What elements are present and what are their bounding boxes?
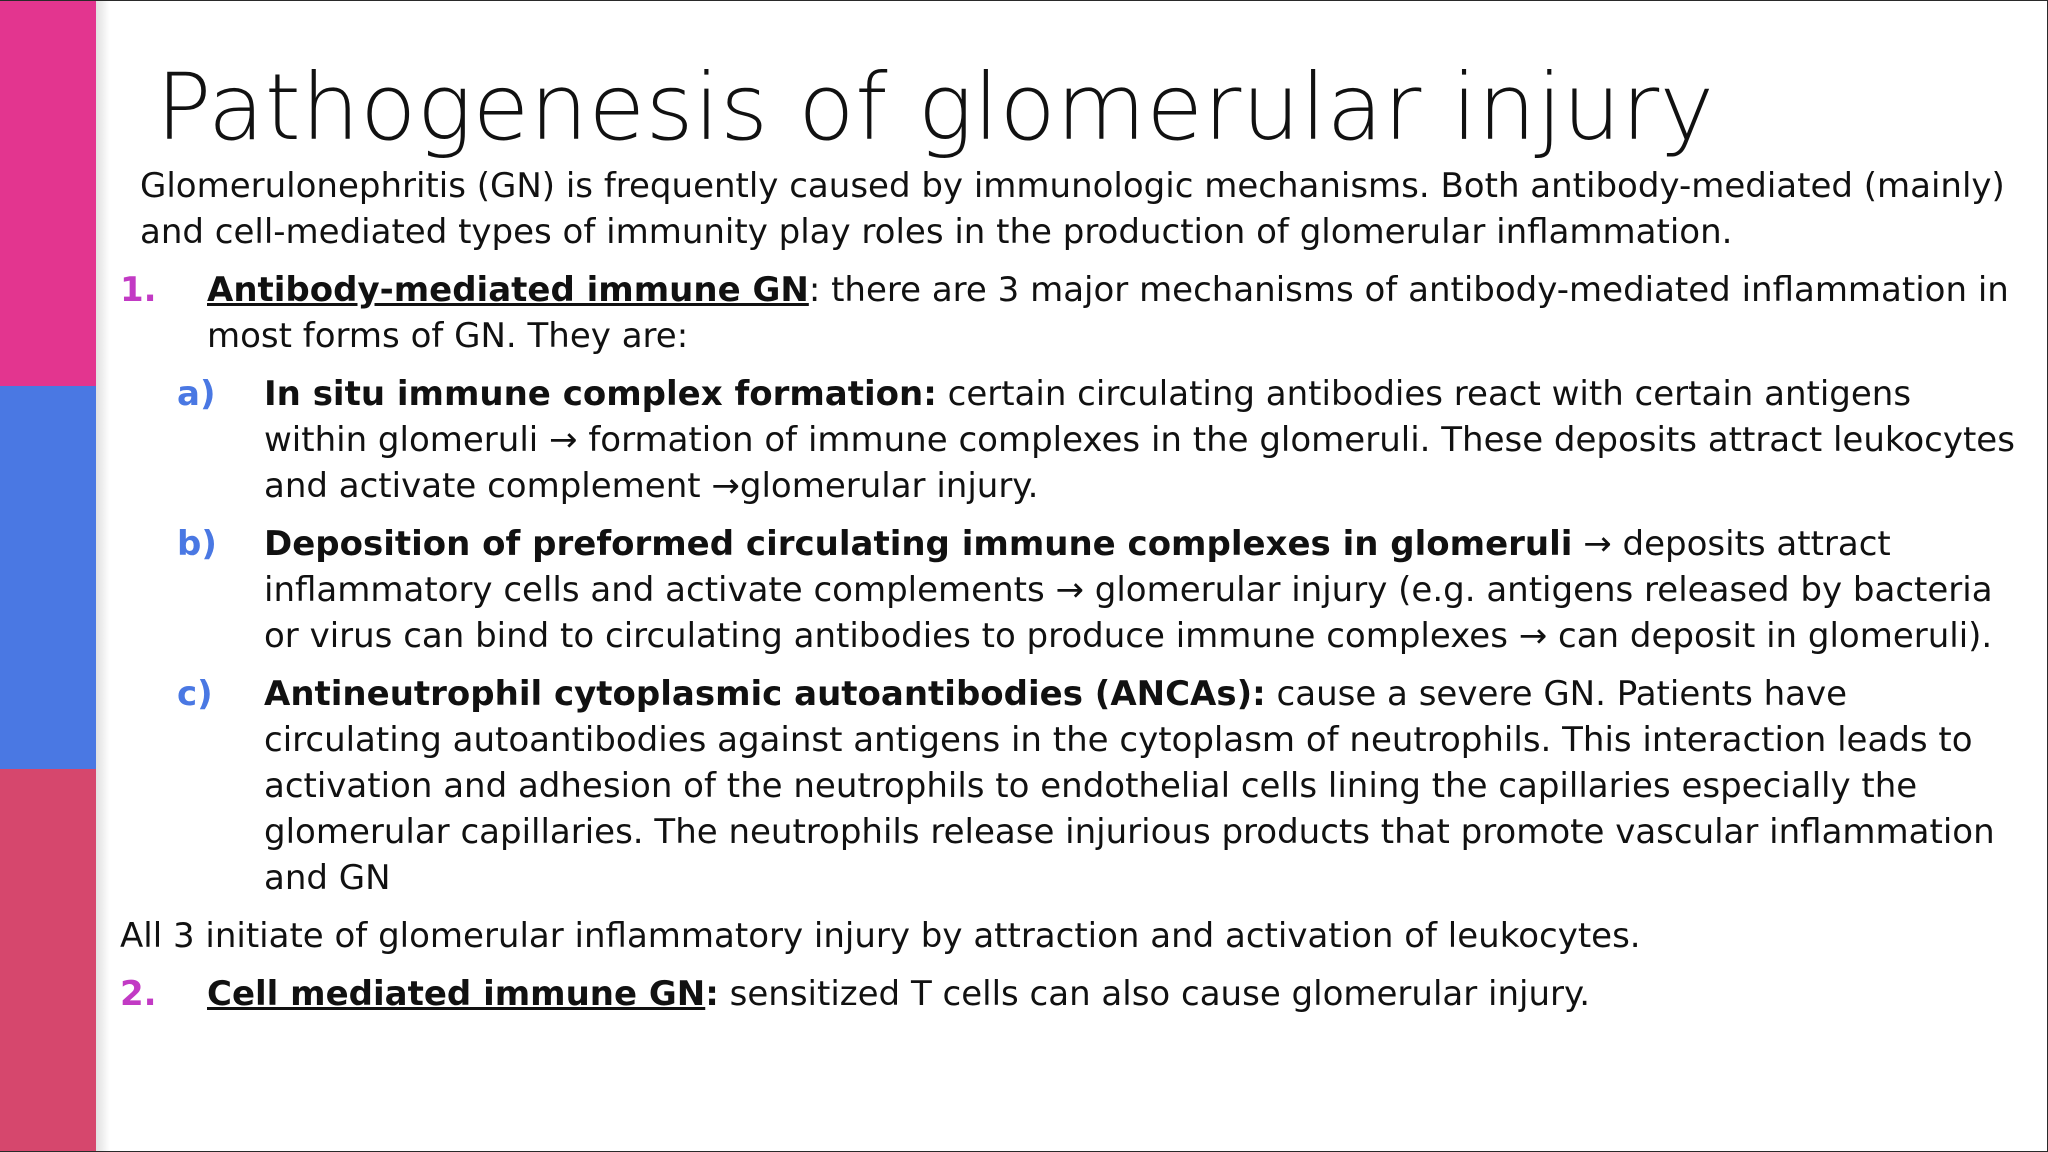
sub-item-text <box>264 371 2015 509</box>
sidebar-shadow <box>96 1 110 1152</box>
sub-item-letter: c) <box>177 674 213 714</box>
list-item-antibody-mediated <box>120 267 2015 359</box>
sub-item-body: → deposits attract inflammatory cells and activate complements → glomerular injury (e.g. antigens released by bacteria or virus can bind to circulating antibodies to produce immune complexes → can deposit in glomeruli). <box>264 524 1993 656</box>
slide-title: Pathogenesis of glomerular injury <box>156 54 1715 161</box>
sub-item-heading: Antineutrophil cytoplasmic autoantibodies (ANCAs): <box>264 674 1266 714</box>
sub-item-letter: b) <box>177 524 217 564</box>
sub-item-body: certain circulating antibodies react with certain antigens within glomeruli → formation of immune complexes in the glomeruli. These deposits attract leukocytes and activate complement →glomerular injury. <box>264 374 2015 506</box>
sub-item-preformed-complexes <box>120 521 2015 659</box>
sidebar-band-pink <box>0 1 96 386</box>
item-body: : there are 3 major mechanisms of antibody-mediated inflammation in most forms of GN. They are: <box>207 270 2009 356</box>
item-number: 2. <box>120 974 157 1014</box>
list-item-cell-mediated <box>120 971 2015 1017</box>
sub-item-anca <box>120 671 2015 901</box>
item-text <box>207 971 2015 1017</box>
sub-item-heading: Deposition of preformed circulating immune complexes in glomeruli <box>264 524 1573 564</box>
summary-paragraph: All 3 initiate of glomerular inflammatory injury by attraction and activation of leukocytes. <box>120 916 1641 956</box>
sub-item-in-situ <box>120 371 2015 509</box>
sub-item-text <box>264 671 2015 901</box>
item-text <box>207 267 2015 359</box>
sidebar-band-blue <box>0 386 96 769</box>
sub-item-body: cause a severe GN. Patients have circulating autoantibodies against antigens in the cytoplasm of neutrophils. This interaction leads to activation and adhesion of the neutrophils to endothelial cells lining the capillaries especially the glomerular capillaries. The neutrophils release injurious products that promote vascular inflammation and GN <box>264 674 1995 898</box>
sidebar-decoration <box>0 1 96 1152</box>
sub-item-text <box>264 521 2015 659</box>
item-number: 1. <box>120 270 157 310</box>
intro-paragraph: Glomerulonephritis (GN) is frequently caused by immunologic mechanisms. Both antibody-mediated (mainly) and cell-mediated types of immunity play roles in the production of glomerular inflammation. <box>140 166 2005 252</box>
item-heading-colon: : <box>705 974 719 1014</box>
sub-item-letter: a) <box>177 374 216 414</box>
sub-item-heading: In situ immune complex formation: <box>264 374 937 414</box>
sidebar-band-rose <box>0 769 96 1152</box>
slide-content <box>120 163 2015 1029</box>
item-body: sensitized T cells can also cause glomerular injury. <box>718 974 1591 1014</box>
item-heading: Antibody-mediated immune GN <box>207 270 809 310</box>
item-heading: Cell mediated immune GN <box>207 974 706 1014</box>
